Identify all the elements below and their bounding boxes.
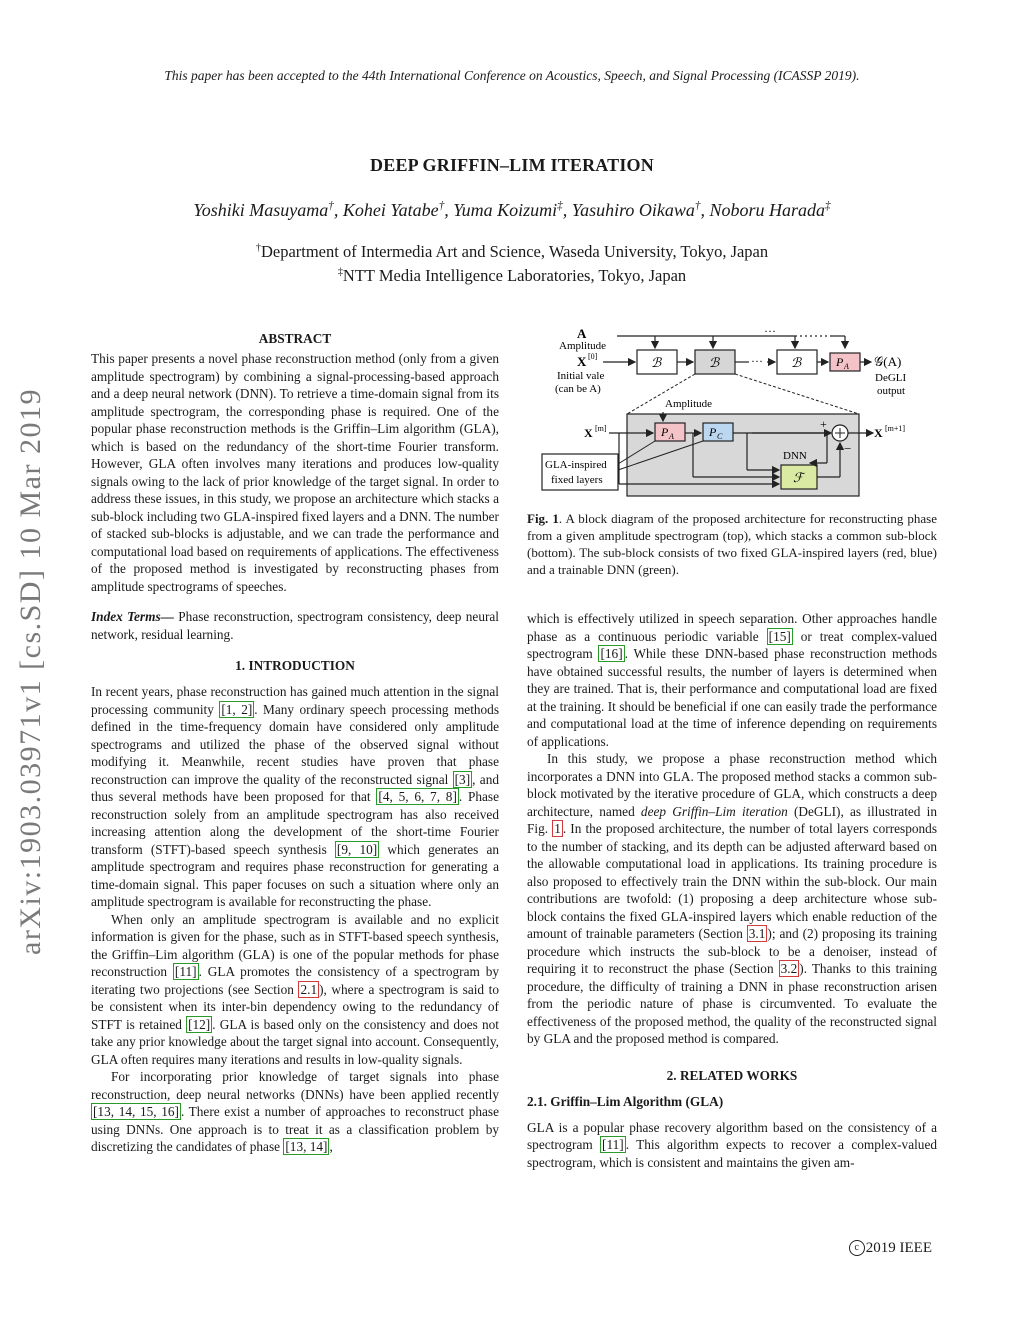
block-b-label: ℬ xyxy=(651,355,662,370)
abstract-text: This paper presents a novel phase reconstruction method (only from a given amplitude spectrogram) by combining a signal-processing-based approach and a deep neural network (DNN). To retrieve a time-domain signal from its amplitude spectrogram, the corresponding phase is required. One of the popular phase reconstruction methods is the Griffin–Lim algorithm (GLA), which is based on the redundancy of the short-time Fourier transform. However, GLA often involves many iterations and produces low-quality signals owing to the lack of prior knowledge of the target signal. In order to address these issues, in this study, we propose an architecture which stacks a sub-block including two GLA-inspired fixed layers and a DNN. The number of stacked sub-blocks is adjustable, and we can trade the performance and computational load based on requirements of applications. The effectiveness of the proposed method is investigated by reconstructing phases from amplitude spectrograms of speeches. xyxy=(91,351,499,594)
right-body xyxy=(527,610,937,1048)
label-A: A xyxy=(577,326,587,341)
affiliation-mark: ‡ xyxy=(337,266,343,278)
label-output: output xyxy=(877,385,906,397)
citation-link[interactable]: [15] xyxy=(768,628,791,644)
pa-label: P xyxy=(661,425,669,439)
author-name: Noboru Harada xyxy=(709,200,826,220)
citation-link[interactable]: [11] xyxy=(174,964,197,979)
label-amplitude: Amplitude xyxy=(559,340,607,352)
citation-link[interactable]: [13, 14] xyxy=(285,1139,328,1154)
dots: ··· xyxy=(751,354,763,368)
citation-link[interactable]: [9, 10] xyxy=(336,841,378,857)
paragraph: For incorporating prior knowledge of target signals into phase reconstruction, deep neural networks (DNNs) have been applied recently [13, 14, 15, 16] . There exist a number of approaches to reconstruct phase using DNNs. One approach is to treat it as a classification problem by discretizing the candidates of phase [13, 14] , xyxy=(91,1069,499,1154)
paragraph: In this study, we propose a phase reconstruction method which incorporates a DNN into GLA. The proposed method stacks a common sub-block motivated by the iterative procedure of GLA, which constructs a deep architecture, named deep Griffin–Lim iteration (DeGLI), as illustrated in Fig. 1 . In the proposed architecture, the number of total layers corresponds to the number of stacking, and its depth can be adjusted afterward based on the allowable computational load in applications. Its training procedure is also proposed to effectively train the DNN within the sub-block. Our main contributions are twofold: (1) proposing a deep architecture whose sub-block contains the fixed GLA-inspired layers which enable reduction of the amount of trainable parameters (Section 3.1 ); and (2) proposing its training procedure which instructs the sub-block to be a denoiser, instead of requiring it to reconstruct the phase (Section 3.2 ). Thanks to this training procedure, the difficulty of training a DNN in phase reconstruction arisen from the periodic nature of phase is circumvented. To evaluate the effectiveness of the proposed method, the quality of the reconstructed signal by GLA and the proposed method is compared. xyxy=(527,751,938,1046)
conference-notice: This paper has been accepted to the 44th International Conference on Acoustics, Speech, and Signal Processing (ICASSP 2019). xyxy=(164,68,860,83)
label-fixed-layers: fixed layers xyxy=(551,474,603,486)
label-initial: Initial vale xyxy=(557,370,605,382)
block-diagram xyxy=(527,322,937,500)
affiliation-mark: † xyxy=(255,242,261,254)
label-can-be: (can be A) xyxy=(555,383,601,395)
citation-link[interactable]: [4, 5, 6, 7, 8] xyxy=(378,789,457,804)
citation-link[interactable]: [16] xyxy=(600,646,623,661)
paragraph: which is effectively utilized in speech separation. Other approaches handle phase as a continuous periodic variable [15] or treat complex-valued spectrogram [16] . While these DNN-based phase reconstruction methods have obtained successful results, the number of layers is determined when they are trained. That is, their performance and computational load are fixed at the training. It should be beneficial if one can easily trade the performance and computational load at the time of inference depending on requirements of applications. xyxy=(527,611,937,749)
intro-heading: 1. INTRODUCTION xyxy=(235,658,355,673)
related-works-heading: 2. RELATED WORKS xyxy=(666,1067,798,1083)
label-x0-sup: [0] xyxy=(588,352,598,361)
index-terms xyxy=(91,608,499,643)
dnn-f-label: ℱ xyxy=(793,470,804,485)
block-b-label: ℬ xyxy=(709,355,720,370)
label-amplitude-inner: Amplitude xyxy=(665,398,713,410)
section-link[interactable]: 3.2 xyxy=(780,961,798,976)
affiliation-line xyxy=(0,266,1024,286)
label-xm1: X xyxy=(874,426,883,440)
pa-sub: A xyxy=(669,432,674,441)
paper-title: DEEP GRIFFIN–LIM ITERATION xyxy=(370,155,654,175)
pa-sub: A xyxy=(844,362,849,371)
figure-1-caption xyxy=(527,510,937,578)
label-xm: X xyxy=(584,426,593,440)
paragraph: In recent years, phase reconstruction has gained much attention in the signal processing community [1, 2] . Many ordinary speech processing methods defined in the time-frequency domain have considered only amplitude spectrograms and utilized the phase of the observed signal without modifying it. Meanwhile, recent studies have proven that phase reconstruction can improve the quality of the reconstructed signal [3] , and thus several methods have been proposed for that [4, 5, 6, 7, 8] . Phase reconstruction solely from an amplitude spectrogram has also received increasing attention along the development of the short-time Fourier transform (STFT)-based speech synthesis [9, 10] which generates an amplitude spectrogram and requires phase reconstruction for generating a time-domain signal. This paper focuses on such a situation where only an amplitude spectrogram is available for reconstructing the phase. xyxy=(91,684,500,909)
author-name: Yuma Koizumi xyxy=(453,200,558,220)
index-terms-text: Phase reconstruction, spectrogram consistency, deep neural network, residual learning. xyxy=(91,609,499,642)
copyright-notice xyxy=(849,1240,932,1257)
abstract-heading: ABSTRACT xyxy=(258,331,332,346)
citation-link[interactable]: [3] xyxy=(454,771,471,787)
label-gla-inspired: GLA-inspired xyxy=(545,459,607,471)
affiliation-text: NTT Media Intelligence Laboratories, Tokyo, Japan xyxy=(342,266,687,285)
caption-text: . A block diagram of the proposed architecture for reconstructing phase from a given amplitude spectrogram (top), which stacks a common sub-block (bottom). The sub-block consists of two fixed GLA-inspired layers (red, blue) and a trainable DNN (green). xyxy=(527,511,937,577)
author-mark: ‡ xyxy=(825,200,831,212)
label-plus: + xyxy=(820,417,827,431)
author-name: Kohei Yatabe xyxy=(342,200,439,220)
paragraph: When only an amplitude spectrogram is available and no explicit information is given for the phase, such as in STFT-based speech synthesis, the Griffin–Lim algorithm (GLA) is one of the popular methods for phase reconstruction [11] . GLA promotes the consistency of a spectrogram by iterating two projections (see Section 2.1 ), where a spectrogram is said to be consistent when its inter-bin dependency owing to the redundancy of STFT is retained [12] . GLA is based only on the consistency and does not take any prior knowledge about the target signal into account. Consequently, GLA often requires many iterations and results in low-quality signals. xyxy=(91,911,499,1067)
affiliation-line xyxy=(0,242,1024,262)
author-mark: † xyxy=(438,200,445,212)
pa-label: P xyxy=(836,355,844,369)
author-mark: † xyxy=(694,200,701,212)
citation-link[interactable]: [1, 2] xyxy=(221,701,253,717)
dots: ··· xyxy=(764,324,776,338)
label-x0: X xyxy=(577,354,587,369)
label-xm-sup: [m] xyxy=(595,424,607,433)
label-xm1-sup: [m+1] xyxy=(885,424,906,433)
section-link[interactable]: 2.1 xyxy=(300,981,318,997)
figure-1-diagram xyxy=(527,322,937,500)
gla-body xyxy=(527,1119,937,1172)
author-list: Yoshiki Masuyama†, Kohei Yatabe†, Yuma Koizumi‡, Yasuhiro Oikawa†, Noboru Harada‡ xyxy=(193,200,831,220)
left-column xyxy=(91,331,499,1156)
author-name: Yasuhiro Oikawa xyxy=(571,200,695,220)
caption-label: Fig. 1 xyxy=(527,511,559,526)
label-minus: − xyxy=(844,441,852,456)
right-column xyxy=(527,610,937,1171)
copyright-symbol: c xyxy=(849,1240,865,1256)
label-output-fn: 𝒢(A) xyxy=(874,354,902,369)
intro-body xyxy=(91,683,499,1156)
pc-label: P xyxy=(709,425,717,439)
figure-link[interactable]: 1 xyxy=(554,821,561,836)
label-dnn: DNN xyxy=(783,450,807,462)
citation-link[interactable]: [11] xyxy=(602,1137,624,1152)
author-name: Yoshiki Masuyama xyxy=(193,200,329,220)
block-b-label: ℬ xyxy=(791,355,802,370)
gla-subsection-heading: 2.1. Griffin–Lim Algorithm (GLA) xyxy=(527,1093,724,1109)
affiliation-text: Department of Intermedia Art and Science, Waseda University, Tokyo, Japan xyxy=(260,242,769,261)
section-link[interactable]: 3.1 xyxy=(748,926,766,941)
citation-link[interactable]: [13, 14, 15, 16] xyxy=(93,1104,179,1119)
copyright-text: 2019 IEEE xyxy=(865,1240,932,1256)
arxiv-identifier: arXiv:1903.03971v1 [cs.SD] 10 Mar 2019 xyxy=(14,388,47,955)
citation-link[interactable]: [12] xyxy=(188,1016,211,1032)
index-terms-label: Index Terms— xyxy=(91,609,174,624)
author-mark: ‡ xyxy=(557,200,563,212)
author-mark: † xyxy=(328,200,334,212)
paragraph: GLA is a popular phase recovery algorithm based on the consistency of a spectrogram [11] . This algorithm expects to recover a complex-valued spectrogram, which is consistent and maintains the given am- xyxy=(527,1119,938,1170)
emphasis: deep Griffin–Lim iteration xyxy=(640,803,788,819)
pc-sub: C xyxy=(717,432,723,441)
label-degli: DeGLI xyxy=(875,372,907,384)
